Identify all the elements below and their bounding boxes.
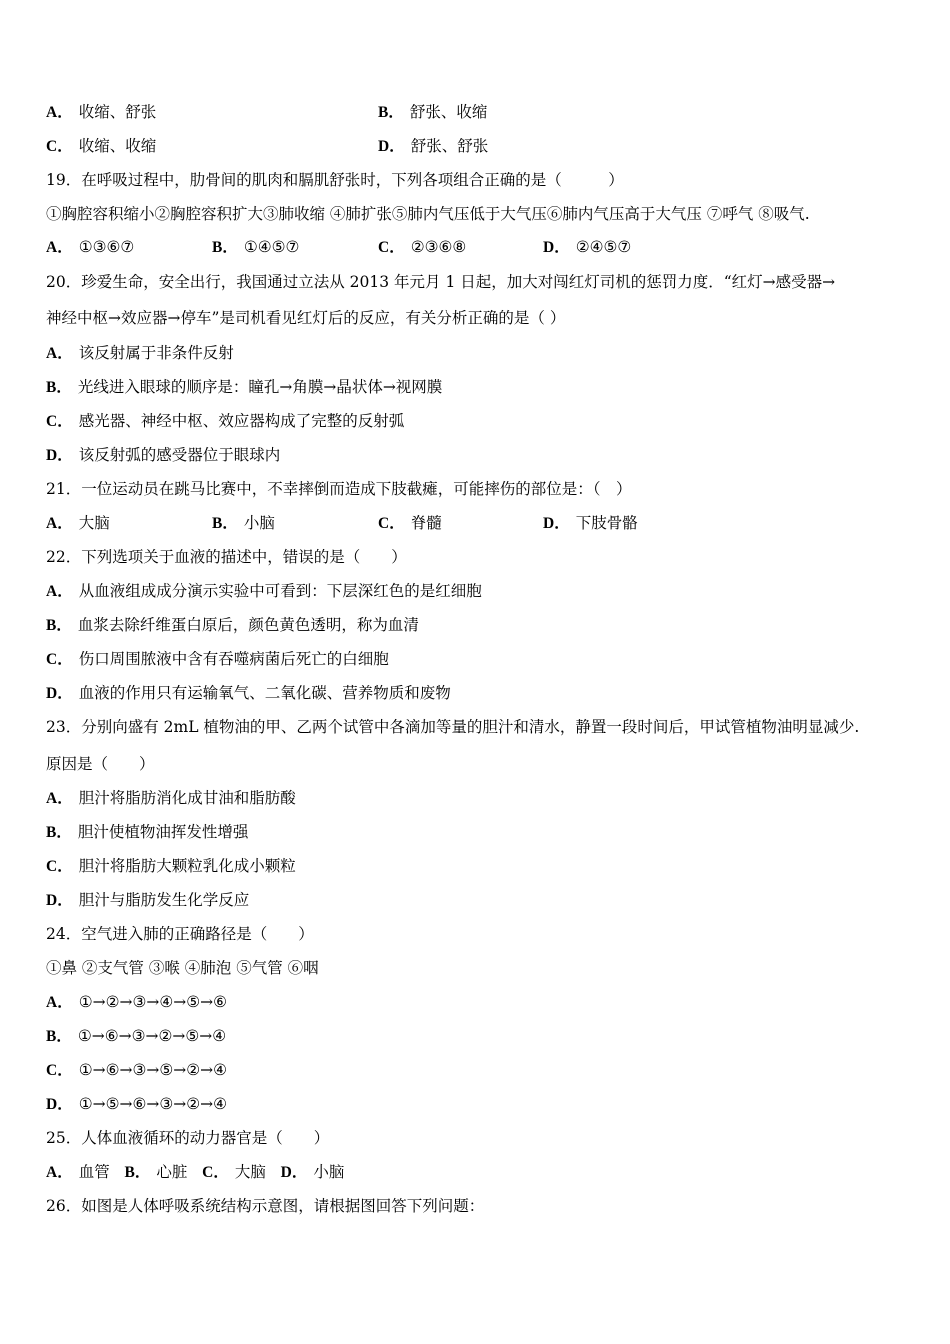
q22-option-b [46, 614, 419, 637]
q18-option-b [378, 101, 487, 124]
option-text: ①→⑥→③→②→⑤→④ [77, 1027, 227, 1045]
option-label: A． [46, 790, 73, 807]
option-text: 心脏 [156, 1163, 188, 1181]
option-text: 胆汁与脂肪发生化学反应 [78, 891, 250, 909]
q22-option-c [46, 648, 389, 671]
option-label: C． [46, 1062, 73, 1079]
q24-stem: 24．空气进入肺的正确路径是（ ） [46, 925, 314, 943]
option-label: C． [46, 858, 73, 875]
option-label: A． [46, 994, 73, 1011]
q21-option-a [46, 512, 110, 535]
option-text: 该反射属于非条件反射 [78, 344, 234, 362]
option-label: C． [202, 1164, 229, 1181]
q24-option-a [46, 991, 227, 1014]
option-label: B． [46, 617, 72, 634]
option-text: 下肢骨骼 [575, 514, 638, 532]
option-label: D． [378, 138, 405, 155]
q20-stem-line2: 神经中枢→效应器→停车”是司机看见红灯后的反应，有关分析正确的是（ ） [46, 309, 566, 327]
option-text: 血液的作用只有运输氧气、二氧化碳、营养物质和废物 [78, 684, 451, 702]
option-text: ①③⑥⑦ [78, 238, 135, 256]
q19-option-d [543, 236, 631, 259]
option-text: ①→②→③→④→⑤→⑥ [78, 993, 228, 1011]
option-label: A． [46, 239, 73, 256]
q23-option-a [46, 787, 296, 810]
q21-option-d [543, 512, 638, 535]
option-text: 收缩、收缩 [78, 137, 157, 155]
q23-option-c [46, 855, 296, 878]
option-text: ①→⑤→⑥→③→②→④ [78, 1095, 228, 1113]
option-label: D． [543, 515, 570, 532]
q23-stem-line2: 原因是（ ） [46, 755, 155, 773]
q19-option-a [46, 236, 134, 259]
option-label: A． [46, 515, 73, 532]
option-label: D． [543, 239, 570, 256]
option-label: D． [280, 1164, 308, 1181]
option-text: ①→⑥→③→⑤→②→④ [78, 1061, 228, 1079]
option-label: D． [46, 685, 73, 702]
q19-option-b [212, 236, 299, 259]
q19-items: ①胸腔容积缩小②胸腔容积扩大③肺收缩 ④肺扩张⑤肺内气压低于大气压⑥肺内气压高于大气压 ⑦呼气 ⑧吸气. [46, 205, 810, 223]
option-text: 从血液组成成分演示实验中可看到：下层深红色的是红细胞 [78, 582, 482, 600]
q18-option-d [378, 135, 488, 158]
q19-option-c [378, 236, 466, 259]
option-text: 大脑 [234, 1163, 266, 1181]
q22-stem: 22．下列选项关于血液的描述中，错误的是（ ） [46, 548, 407, 566]
option-label: B． [46, 379, 72, 396]
option-label: A． [46, 583, 73, 600]
option-label: D． [46, 1096, 73, 1113]
q24-option-d [46, 1093, 227, 1116]
option-text: ②④⑤⑦ [575, 238, 632, 256]
q20-option-c [46, 410, 404, 433]
option-label: A． [46, 1164, 73, 1181]
option-text: 伤口周围脓液中含有吞噬病菌后死亡的白细胞 [78, 650, 389, 668]
q20-stem-line1: 20．珍爱生命，安全出行，我国通过立法从 2013 年元月 1 日起，加大对闯红灯司机的惩罚力度．“红灯→感受器→ [46, 273, 836, 291]
q18-option-c [46, 135, 156, 158]
q24-option-c [46, 1059, 227, 1082]
q23-stem-line1: 23．分别向盛有 2mL 植物油的甲、乙两个试管中各滴加等量的胆汁和清水，静置一段时间后，甲试管植物油明显减少. [46, 718, 860, 736]
option-label: B． [124, 1164, 151, 1181]
option-label: C． [378, 239, 405, 256]
option-label: B． [46, 824, 72, 841]
q23-option-b [46, 821, 248, 844]
option-label: A． [46, 345, 73, 362]
q26-stem: 26．如图是人体呼吸系统结构示意图，请根据图回答下列问题： [46, 1197, 485, 1215]
option-text: ②③⑥⑧ [410, 238, 467, 256]
option-text: 小脑 [243, 514, 275, 532]
q20-option-a [46, 342, 234, 365]
q25-options [46, 1161, 344, 1184]
option-label: D． [46, 892, 73, 909]
option-text: 脊髓 [410, 514, 442, 532]
option-text: 胆汁将脂肪消化成甘油和脂肪酸 [78, 789, 296, 807]
q21-stem: 21．一位运动员在跳马比赛中，不幸摔倒而造成下肢截瘫，可能摔伤的部位是：（ ） [46, 480, 632, 498]
option-text: 舒张、收缩 [409, 103, 488, 121]
option-text: 舒张、舒张 [410, 137, 489, 155]
option-text: 收缩、舒张 [78, 103, 157, 121]
option-text: ①④⑤⑦ [243, 238, 300, 256]
option-text: 小脑 [313, 1163, 345, 1181]
q23-option-d [46, 889, 249, 912]
q21-option-b [212, 512, 275, 535]
q18-option-a [46, 101, 156, 124]
q20-option-d [46, 444, 280, 467]
option-label: C． [46, 651, 73, 668]
option-label: B． [212, 515, 238, 532]
option-text: 感光器、神经中枢、效应器构成了完整的反射弧 [78, 412, 405, 430]
option-text: 胆汁将脂肪大颗粒乳化成小颗粒 [78, 857, 296, 875]
q22-option-d [46, 682, 451, 705]
q22-option-a [46, 580, 482, 603]
q19-stem: 19．在呼吸过程中，肋骨间的肌肉和膈肌舒张时，下列各项组合正确的是（ ） [46, 171, 624, 189]
option-text: 大脑 [78, 514, 110, 532]
option-label: C． [378, 515, 405, 532]
q24-items: ①鼻 ②支气管 ③喉 ④肺泡 ⑤气管 ⑥咽 [46, 959, 319, 977]
q20-option-b [46, 376, 442, 399]
option-label: C． [46, 138, 73, 155]
option-label: C． [46, 413, 73, 430]
q21-option-c [378, 512, 442, 535]
q24-option-b [46, 1025, 226, 1048]
option-label: B． [378, 104, 404, 121]
option-text: 胆汁使植物油挥发性增强 [77, 823, 249, 841]
option-text: 血浆去除纤维蛋白原后，颜色黄色透明，称为血清 [77, 616, 419, 634]
option-text: 光线进入眼球的顺序是：瞳孔→角膜→晶状体→视网膜 [77, 378, 443, 396]
option-text: 血管 [78, 1163, 110, 1181]
option-label: B． [212, 239, 238, 256]
option-text: 该反射弧的感受器位于眼球内 [78, 446, 281, 464]
q25-stem: 25．人体血液循环的动力器官是（ ） [46, 1129, 330, 1147]
option-label: A． [46, 104, 73, 121]
option-label: B． [46, 1028, 72, 1045]
option-label: D． [46, 447, 73, 464]
